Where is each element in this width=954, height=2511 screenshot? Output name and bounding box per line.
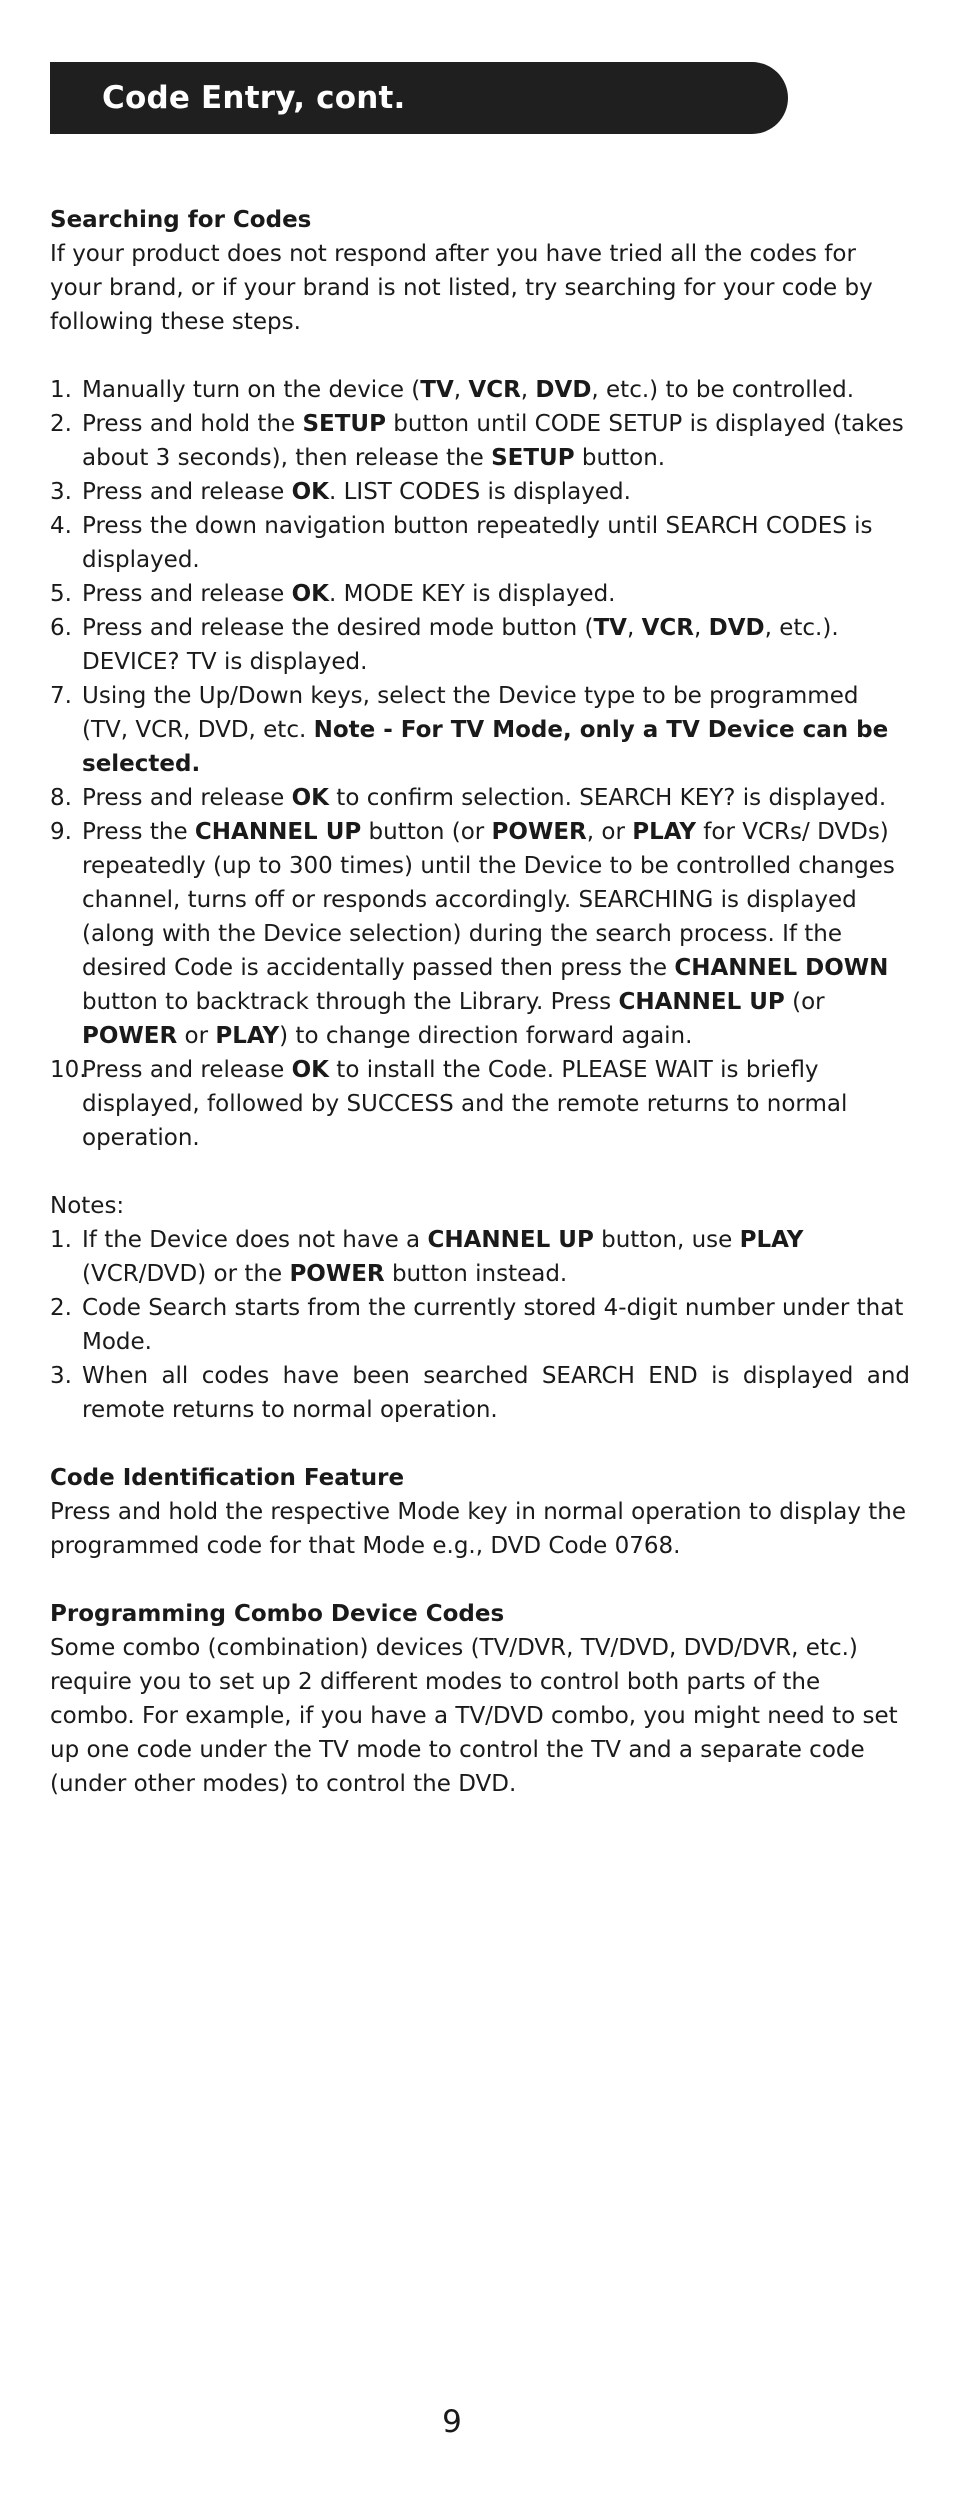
note-text: When all codes have been searched SEARCH END is displayed and remote returns to normal operation.: [82, 1363, 910, 1423]
step-number: 9.: [50, 819, 72, 845]
step-text: , or: [586, 819, 633, 845]
combo-device-body: Some combo (combination) devices (TV/DVR, TV/DVD, DVD/DVR, etc.) require you to set up 2 different modes to control both parts of the combo. For example, if you have a TV/DVD combo, you might need to set up one code under the TV mode to control the TV and a separate code (under other modes) to control the DVD.: [50, 1635, 898, 1797]
step-text: for VCRs/ DVDs) repeatedly (up to 300 times) until the Device to be controlled changes channel, turns off or responds accordingly. SEARCHING is displayed (along with the Device selection) during the search process. If the desired Code is accidentally passed then press the: [82, 819, 895, 981]
step-note-text: Note - For TV Mode, only a TV Device can be selected.: [82, 717, 889, 777]
note-bold-text: CHANNEL UP: [427, 1227, 594, 1253]
step-item: [50, 679, 910, 781]
step-text: ,: [453, 377, 469, 403]
step-number: 2.: [50, 411, 72, 437]
step-text: Press the down navigation button repeatedly until SEARCH CODES is displayed.: [82, 513, 873, 573]
step-text: , etc.) to be controlled.: [591, 377, 855, 403]
combo-device-section: [50, 1597, 910, 1801]
step-text: Press and release: [82, 581, 292, 607]
step-text: Press and release the desired mode button (: [82, 615, 594, 641]
note-item: [50, 1359, 910, 1427]
step-item: [50, 1053, 910, 1155]
main-content: [50, 203, 910, 1835]
step-bold-text: OK: [291, 785, 329, 811]
searching-intro: If your product does not respond after you have tried all the codes for your brand, or if your brand is not listed, try searching for your code by following these steps.: [50, 241, 873, 335]
step-bold-text: CHANNEL DOWN: [674, 955, 889, 981]
searching-for-codes-section: [50, 203, 910, 339]
step-number: 4.: [50, 513, 72, 539]
code-identification-section: [50, 1461, 910, 1563]
searching-heading: Searching for Codes: [50, 207, 312, 233]
step-item: [50, 781, 910, 815]
step-item: [50, 611, 910, 679]
step-text: ,: [694, 615, 709, 641]
step-number: 8.: [50, 785, 72, 811]
step-text: Using the Up/Down keys, select the Device type to be programmed (TV, VCR, DVD, etc.: [82, 683, 859, 743]
page-number: 9: [442, 2404, 462, 2440]
note-text: Code Search starts from the currently stored 4-digit number under that Mode.: [82, 1295, 904, 1355]
note-bold-text: PLAY: [739, 1227, 804, 1253]
step-text: button (or: [361, 819, 492, 845]
search-steps-section: [50, 373, 910, 1155]
step-bold-text: SETUP: [302, 411, 386, 437]
step-text: Press and hold the: [82, 411, 303, 437]
step-bold-text: CHANNEL UP: [194, 819, 362, 845]
combo-device-heading: Programming Combo Device Codes: [50, 1601, 505, 1627]
step-number: 1.: [50, 377, 72, 403]
step-text: or: [177, 1023, 216, 1049]
step-bold-text: PLAY: [632, 819, 696, 845]
notes-label: Notes:: [50, 1193, 125, 1219]
step-text: . MODE KEY is displayed.: [328, 581, 616, 607]
note-number: 3.: [50, 1363, 72, 1389]
step-bold-text: TV: [593, 615, 627, 641]
step-text: to install the Code. PLEASE WAIT is briefly displayed, followed by SUCCESS and the remote returns to normal operation.: [82, 1057, 848, 1151]
search-steps-list: [50, 373, 910, 1155]
page-title: Code Entry, cont.: [102, 80, 406, 116]
step-text: Manually turn on the device (: [82, 377, 421, 403]
note-text: (VCR/DVD) or the: [82, 1261, 290, 1287]
note-text: button instead.: [384, 1261, 568, 1287]
code-identification-heading: Code Identification Feature: [50, 1465, 405, 1491]
step-text: ,: [520, 377, 536, 403]
section-header-bar: [50, 62, 788, 134]
note-item: [50, 1291, 910, 1359]
step-text: to confirm selection. SEARCH KEY? is displayed.: [328, 785, 887, 811]
step-item: [50, 815, 910, 1053]
step-bold-text: TV: [420, 377, 454, 403]
step-text: (or: [784, 989, 825, 1015]
step-bold-text: OK: [291, 479, 329, 505]
note-item: [50, 1223, 910, 1291]
step-bold-text: VCR: [641, 615, 694, 641]
step-text: button until CODE SETUP is displayed (takes about 3 seconds), then release the: [82, 411, 904, 471]
step-bold-text: OK: [291, 581, 329, 607]
step-text: button.: [574, 445, 666, 471]
step-bold-text: VCR: [468, 377, 521, 403]
code-identification-body: Press and hold the respective Mode key in normal operation to display the programmed code for that Mode e.g., DVD Code 0768.: [50, 1499, 906, 1559]
step-number: 6.: [50, 615, 72, 641]
step-bold-text: DVD: [535, 377, 592, 403]
step-bold-text: CHANNEL UP: [618, 989, 785, 1015]
step-bold-text: PLAY: [215, 1023, 280, 1049]
step-text: ,: [626, 615, 642, 641]
step-item: [50, 475, 910, 509]
notes-list: [50, 1223, 910, 1427]
note-text: button, use: [593, 1227, 740, 1253]
step-number: 10.: [50, 1057, 87, 1083]
step-text: Press and release: [82, 785, 292, 811]
step-text: Press and release: [82, 479, 292, 505]
step-text: . LIST CODES is displayed.: [328, 479, 631, 505]
step-text: Press and release: [82, 1057, 292, 1083]
step-bold-text: POWER: [82, 1023, 178, 1049]
step-bold-text: SETUP: [491, 445, 575, 471]
step-text: Press the: [82, 819, 195, 845]
step-number: 3.: [50, 479, 72, 505]
step-item: [50, 577, 910, 611]
note-number: 2.: [50, 1295, 72, 1321]
note-bold-text: POWER: [289, 1261, 385, 1287]
step-number: 7.: [50, 683, 72, 709]
step-text: button to backtrack through the Library. Press: [82, 989, 619, 1015]
notes-section: [50, 1189, 910, 1427]
step-item: [50, 407, 910, 475]
note-number: 1.: [50, 1227, 72, 1253]
step-bold-text: POWER: [491, 819, 587, 845]
step-text: ) to change direction forward again.: [279, 1023, 693, 1049]
step-bold-text: OK: [291, 1057, 329, 1083]
step-bold-text: DVD: [708, 615, 765, 641]
step-text: , etc.). DEVICE? TV is displayed.: [82, 615, 839, 675]
step-number: 5.: [50, 581, 72, 607]
step-item: [50, 509, 910, 577]
step-item: [50, 373, 910, 407]
note-text: If the Device does not have a: [82, 1227, 428, 1253]
